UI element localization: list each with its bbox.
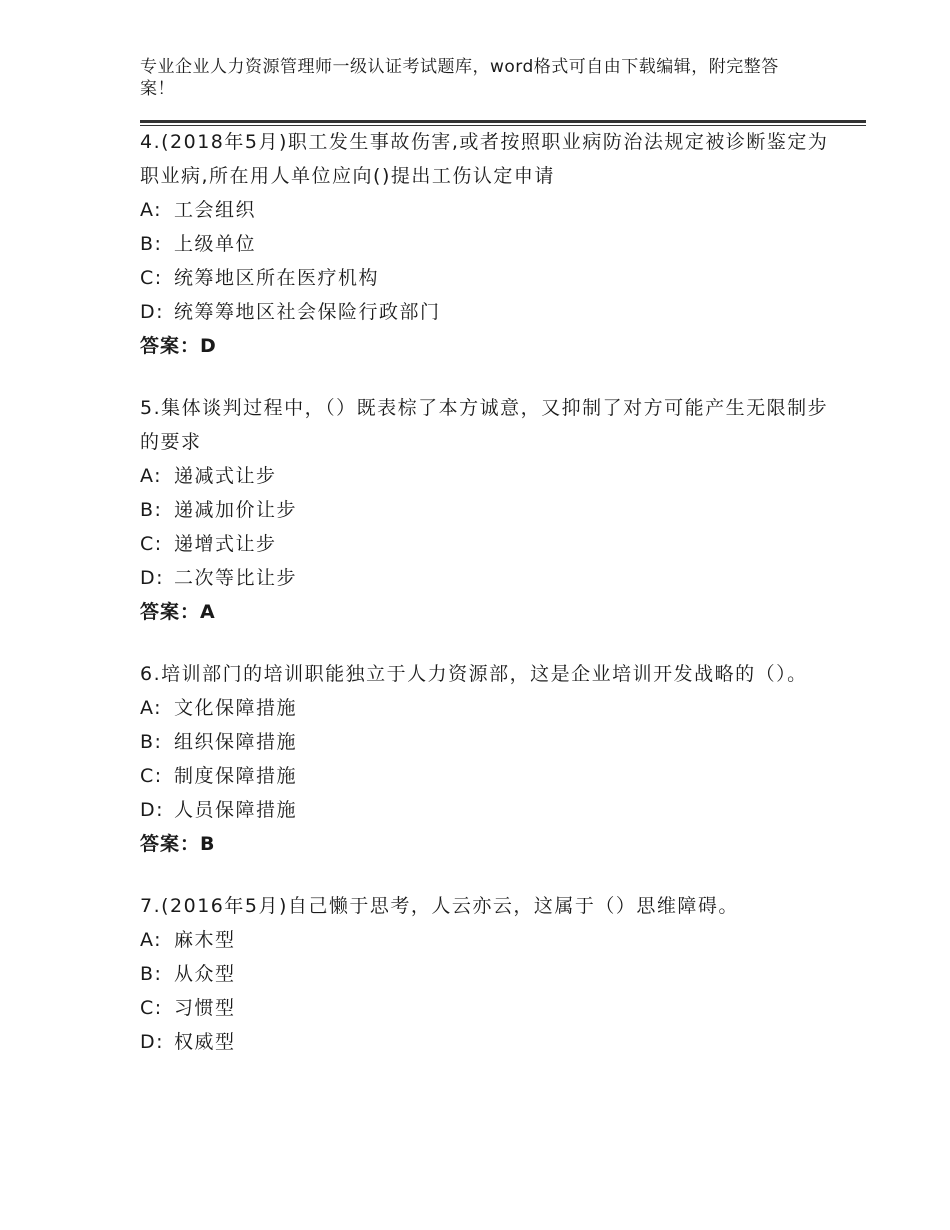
option-a [140,691,840,725]
option-b [140,493,840,527]
answer-line: 答案：A [140,601,216,623]
option-letter: C: [140,765,163,787]
header-rule-thick [140,120,866,123]
option-c [140,261,840,295]
question-stem: 6.培训部门的培训职能独立于人力资源部，这是企业培训开发战略的（）。 [140,663,808,685]
option-b [140,725,840,759]
option-c [140,527,840,561]
answer-line: 答案：B [140,833,216,855]
option-c [140,759,840,793]
option-letter: A: [140,199,163,221]
option-b [140,227,840,261]
option-letter: B: [140,233,163,255]
option-a [140,459,840,493]
option-text: 权威型 [174,1031,236,1053]
option-text: 组织保障措施 [174,731,298,753]
option-letter: A: [140,465,163,487]
option-d [140,1025,840,1059]
option-text: 工会组织 [174,199,257,221]
answer-line: 答案：D [140,335,217,357]
option-text: 习惯型 [174,997,236,1019]
option-letter: D: [140,1031,165,1053]
question-4 [140,125,840,363]
question-stem: 5.集体谈判过程中，（）既表棕了本方诚意，又抑制了对方可能产生无限制步的要求 [140,397,829,453]
option-text: 二次等比让步 [174,567,298,589]
question-stem: 7.(2016年5月)自己懒于思考，人云亦云，这属于（）思维障碍。 [140,895,739,917]
option-text: 递减式让步 [174,465,277,487]
option-text: 上级单位 [174,233,257,255]
question-5 [140,391,840,629]
option-c [140,991,840,1025]
option-d [140,295,840,329]
option-text: 文化保障措施 [174,697,298,719]
option-text: 麻木型 [174,929,236,951]
option-letter: B: [140,963,163,985]
option-letter: D: [140,799,165,821]
question-list [140,125,840,1087]
option-letter: D: [140,567,165,589]
question-6 [140,657,840,861]
option-letter: A: [140,929,163,951]
option-d [140,793,840,827]
option-text: 统筹筹地区社会保险行政部门 [174,301,441,323]
option-text: 人员保障措施 [174,799,298,821]
option-text: 递减加价让步 [174,499,298,521]
option-letter: C: [140,533,163,555]
document-header: 专业企业人力资源管理师一级认证考试题库，word格式可自由下载编辑，附完整答案！ [140,57,779,99]
option-letter: D: [140,301,165,323]
option-d [140,561,840,595]
option-text: 递增式让步 [174,533,277,555]
option-a [140,193,840,227]
option-text: 从众型 [174,963,236,985]
question-7 [140,889,840,1059]
option-letter: C: [140,997,163,1019]
option-letter: B: [140,731,163,753]
question-stem: 4.(2018年5月)职工发生事故伤害,或者按照职业病防治法规定被诊断鉴定为职业病,所在用人单位应向()提出工伤认定申请 [140,131,829,187]
option-letter: C: [140,267,163,289]
option-letter: A: [140,697,163,719]
option-b [140,957,840,991]
option-text: 制度保障措施 [174,765,298,787]
option-a [140,923,840,957]
option-text: 统筹地区所在医疗机构 [174,267,380,289]
option-letter: B: [140,499,163,521]
